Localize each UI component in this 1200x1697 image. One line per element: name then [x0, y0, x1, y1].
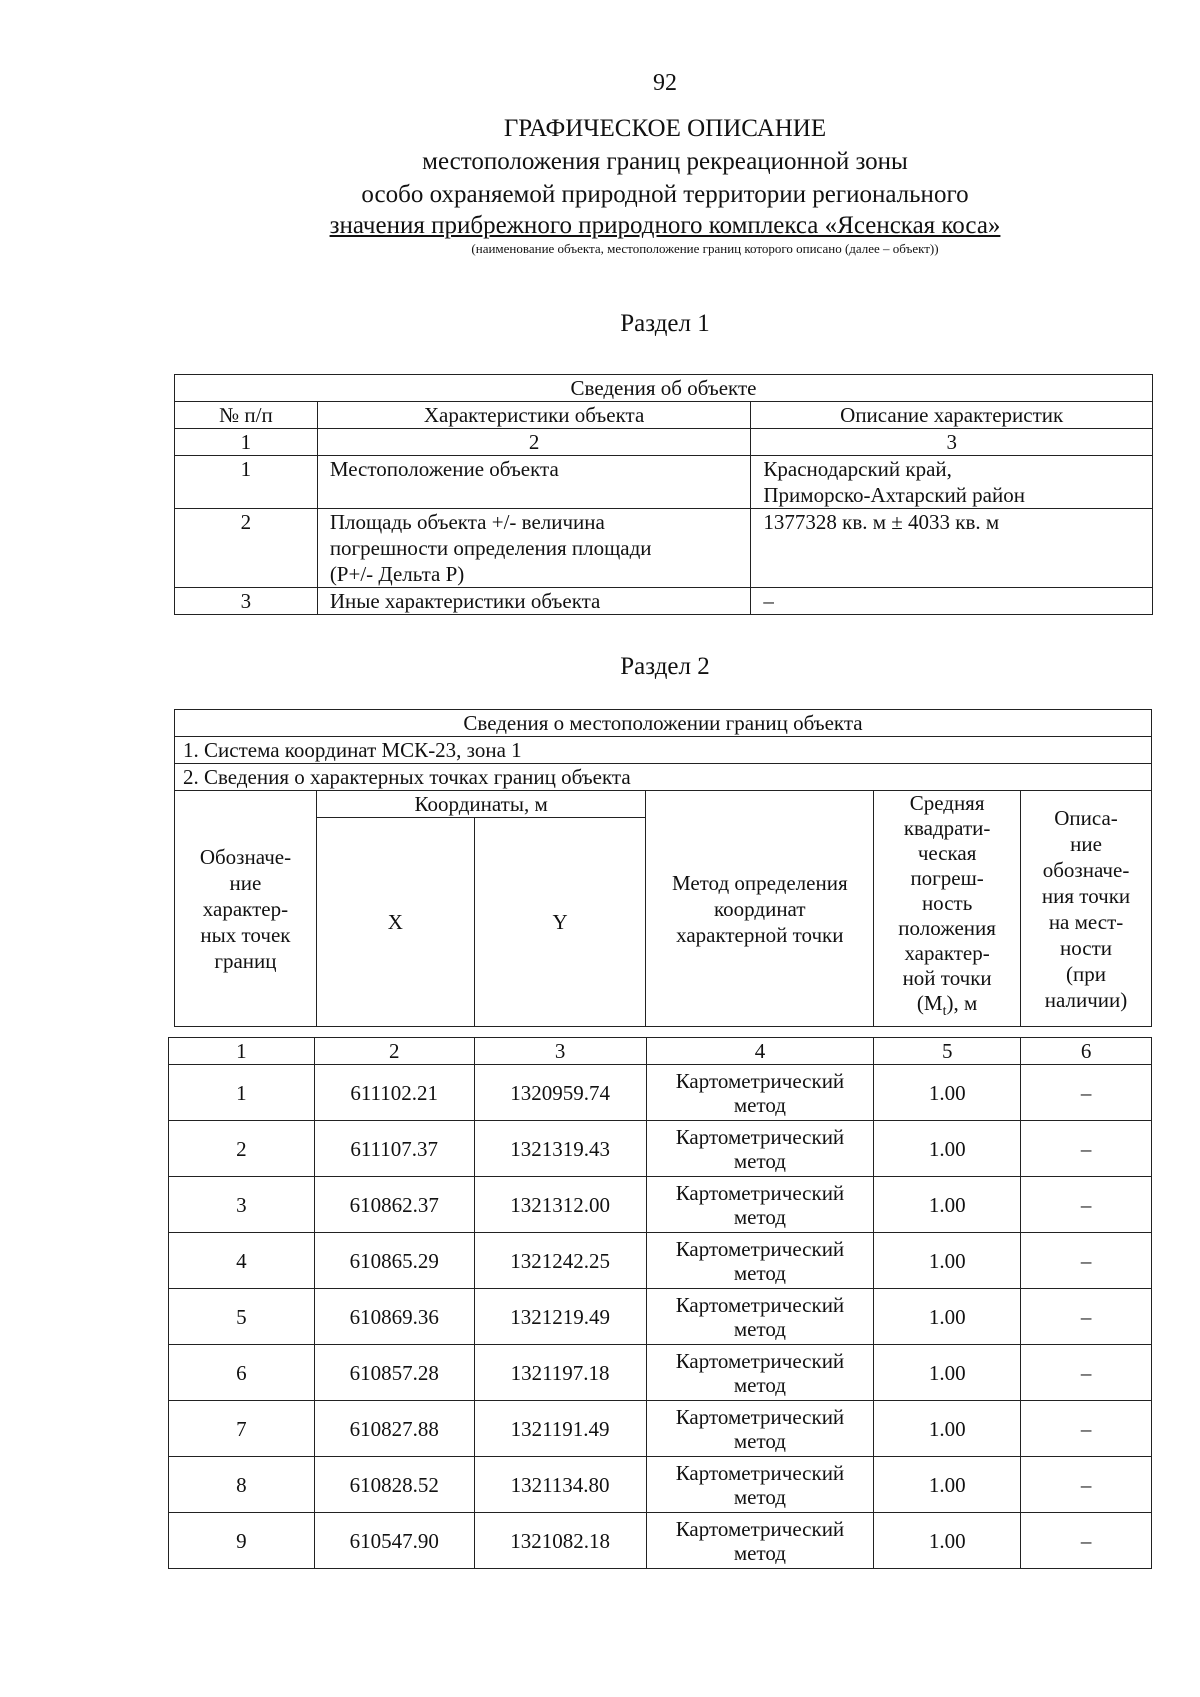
column-number: 6 [1021, 1038, 1152, 1065]
point-description: – [1021, 1233, 1152, 1289]
point-description: – [1021, 1289, 1152, 1345]
point-x: 610827.88 [314, 1401, 474, 1457]
point-y: 1321191.49 [474, 1401, 646, 1457]
point-method [646, 1121, 874, 1177]
point-y: 1321219.49 [474, 1289, 646, 1345]
point-method [646, 1401, 874, 1457]
point-x: 611107.37 [314, 1121, 474, 1177]
header-text: на мест- [1048, 909, 1124, 934]
header-text: характер- [904, 941, 990, 965]
point-label: 8 [169, 1457, 315, 1513]
point-label: 2 [169, 1121, 315, 1177]
point-rmse: 1.00 [874, 1345, 1021, 1401]
method-line: метод [733, 1092, 786, 1117]
title-heading: ГРАФИЧЕСКОЕ ОПИСАНИЕ [503, 115, 827, 142]
row-number: 2 [175, 509, 318, 588]
point-y: 1321319.43 [474, 1121, 646, 1177]
point-rmse: 1.00 [874, 1289, 1021, 1345]
header-text: ние [229, 870, 262, 895]
header-characteristic: Характеристики объекта [317, 402, 751, 429]
point-y: 1321312.00 [474, 1177, 646, 1233]
header-text: ческая [917, 841, 977, 865]
table-row [169, 1345, 1152, 1401]
coordinate-system: 1. Система координат МСК-23, зона 1 [175, 737, 1152, 764]
method-line: метод [733, 1484, 786, 1509]
header-text: ной точки [902, 966, 992, 990]
table-row [175, 588, 1153, 615]
point-x: 610869.36 [314, 1289, 474, 1345]
header-text: ности [1060, 935, 1113, 960]
header-text: характер- [202, 896, 289, 921]
header-y: Y [474, 818, 646, 1027]
location-table-title: Сведения о местоположении границ объекта [175, 710, 1152, 737]
point-label: 6 [169, 1345, 315, 1401]
document-title [0, 112, 1200, 257]
point-description: – [1021, 1345, 1152, 1401]
point-x: 610862.37 [314, 1177, 474, 1233]
table-row [169, 1457, 1152, 1513]
point-description: – [1021, 1513, 1152, 1569]
point-description: – [1021, 1401, 1152, 1457]
point-method [646, 1513, 874, 1569]
point-method [646, 1289, 874, 1345]
row-value: – [751, 588, 1153, 615]
point-rmse: 1.00 [874, 1401, 1021, 1457]
rmse-symbol: (M [916, 991, 943, 1015]
title-line-1: местоположения границ рекреационной зоны [422, 148, 908, 175]
section-1-title: Раздел 1 [620, 310, 710, 337]
table-row [169, 1121, 1152, 1177]
point-rmse: 1.00 [874, 1065, 1021, 1121]
method-line: Картометрический [675, 1236, 845, 1261]
header-x: X [316, 818, 474, 1027]
point-x: 611102.21 [314, 1065, 474, 1121]
point-description: – [1021, 1177, 1152, 1233]
point-label: 7 [169, 1401, 315, 1457]
point-rmse: 1.00 [874, 1457, 1021, 1513]
method-line: метод [733, 1316, 786, 1341]
method-line: метод [733, 1428, 786, 1453]
value-line: Краснодарский край, [763, 457, 952, 481]
point-method [646, 1177, 874, 1233]
method-line: Картометрический [675, 1124, 845, 1149]
method-line: Картометрический [675, 1516, 845, 1541]
header-text: обозначе- [1042, 857, 1130, 882]
boundary-points-header-table [174, 709, 1152, 1027]
point-label: 5 [169, 1289, 315, 1345]
header-rmse [874, 791, 1021, 1027]
header-number: № п/п [175, 402, 318, 429]
method-line: метод [733, 1204, 786, 1229]
point-method [646, 1345, 874, 1401]
header-text: границ [214, 948, 277, 973]
method-line: Картометрический [675, 1068, 845, 1093]
point-y: 1321082.18 [474, 1513, 646, 1569]
points-section-title: 2. Сведения о характерных точках границ объекта [175, 764, 1152, 791]
row-number: 1 [175, 456, 318, 509]
point-method [646, 1065, 874, 1121]
header-text: Обозначе- [199, 844, 292, 869]
point-y: 1321242.25 [474, 1233, 646, 1289]
point-method [646, 1457, 874, 1513]
table-row [175, 456, 1153, 509]
characteristic-line: Площадь объекта +/- величина [329, 510, 605, 534]
header-text: наличии) [1044, 987, 1128, 1012]
column-number: 5 [874, 1038, 1021, 1065]
rmse-unit: ), м [946, 991, 978, 1015]
table-row [169, 1401, 1152, 1457]
row-characteristic: Иные характеристики объекта [317, 588, 751, 615]
method-line: Картометрический [675, 1404, 845, 1429]
row-characteristic [317, 509, 751, 588]
point-x: 610828.52 [314, 1457, 474, 1513]
header-text: координат [714, 896, 806, 921]
method-line: Картометрический [675, 1180, 845, 1205]
point-label: 3 [169, 1177, 315, 1233]
header-text: ние [1070, 831, 1102, 856]
characteristic-line: погрешности определения площади [329, 536, 652, 560]
point-description: – [1021, 1121, 1152, 1177]
point-rmse: 1.00 [874, 1177, 1021, 1233]
method-line: метод [733, 1148, 786, 1173]
header-text: Метод определения [671, 870, 848, 895]
boundary-points-table [168, 1037, 1152, 1569]
section-2-title: Раздел 2 [620, 653, 710, 680]
rmse-subscript: t [942, 1004, 947, 1020]
header-description: Описание характеристик [751, 402, 1153, 429]
table-row [169, 1513, 1152, 1569]
table-row [169, 1233, 1152, 1289]
header-text: Описа- [1054, 805, 1118, 830]
header-text: ность [921, 891, 973, 915]
title-line-2: особо охраняемой природной территории регионального [361, 181, 969, 208]
column-number: 1 [175, 429, 318, 456]
object-info-table [174, 374, 1153, 615]
column-number: 4 [646, 1038, 874, 1065]
row-value: 1377328 кв. м ± 4033 кв. м [751, 509, 1153, 588]
method-line: метод [733, 1540, 786, 1565]
point-description: – [1021, 1457, 1152, 1513]
point-y: 1320959.74 [474, 1065, 646, 1121]
point-x: 610857.28 [314, 1345, 474, 1401]
header-text: ния точки [1041, 883, 1131, 908]
point-label: 9 [169, 1513, 315, 1569]
row-characteristic: Местоположение объекта [317, 456, 751, 509]
header-text: квадрати- [903, 816, 991, 840]
header-point-label [175, 791, 317, 1027]
header-text: Средняя [909, 791, 985, 815]
column-number: 2 [314, 1038, 474, 1065]
column-number: 3 [751, 429, 1153, 456]
point-x: 610547.90 [314, 1513, 474, 1569]
header-coordinates: Координаты, м [316, 791, 646, 818]
method-line: метод [733, 1372, 786, 1397]
table-row [169, 1289, 1152, 1345]
header-method [646, 791, 874, 1027]
page-number: 92 [653, 70, 677, 96]
point-rmse: 1.00 [874, 1233, 1021, 1289]
column-number: 2 [317, 429, 751, 456]
header-text: (при [1066, 961, 1107, 986]
title-line-3: значения прибрежного природного комплекса «Ясенская коса» [329, 212, 1001, 239]
header-point-description [1021, 791, 1152, 1027]
method-line: метод [733, 1260, 786, 1285]
header-text: ных точек [200, 922, 291, 947]
column-number: 3 [474, 1038, 646, 1065]
point-y: 1321197.18 [474, 1345, 646, 1401]
row-value [751, 456, 1153, 509]
title-caption: (наименование объекта, местоположение границ которого описано (далее – объект)) [471, 241, 939, 256]
method-line: Картометрический [675, 1460, 845, 1485]
header-text: положения [898, 916, 996, 940]
object-table-title: Сведения об объекте [175, 375, 1153, 402]
point-rmse: 1.00 [874, 1121, 1021, 1177]
header-text [880, 991, 1014, 1024]
table-row [175, 509, 1153, 588]
table-row [169, 1177, 1152, 1233]
point-method [646, 1233, 874, 1289]
point-y: 1321134.80 [474, 1457, 646, 1513]
table-row [169, 1065, 1152, 1121]
row-number: 3 [175, 588, 318, 615]
point-rmse: 1.00 [874, 1513, 1021, 1569]
value-line: Приморско-Ахтарский район [763, 483, 1025, 507]
point-label: 4 [169, 1233, 315, 1289]
method-line: Картометрический [675, 1292, 845, 1317]
column-number: 1 [169, 1038, 315, 1065]
point-description: – [1021, 1065, 1152, 1121]
characteristic-line: (P+/- Дельта P) [329, 562, 465, 586]
point-label: 1 [169, 1065, 315, 1121]
header-text: характерной точки [676, 922, 844, 947]
method-line: Картометрический [675, 1348, 845, 1373]
point-x: 610865.29 [314, 1233, 474, 1289]
header-text: погреш- [910, 866, 984, 890]
